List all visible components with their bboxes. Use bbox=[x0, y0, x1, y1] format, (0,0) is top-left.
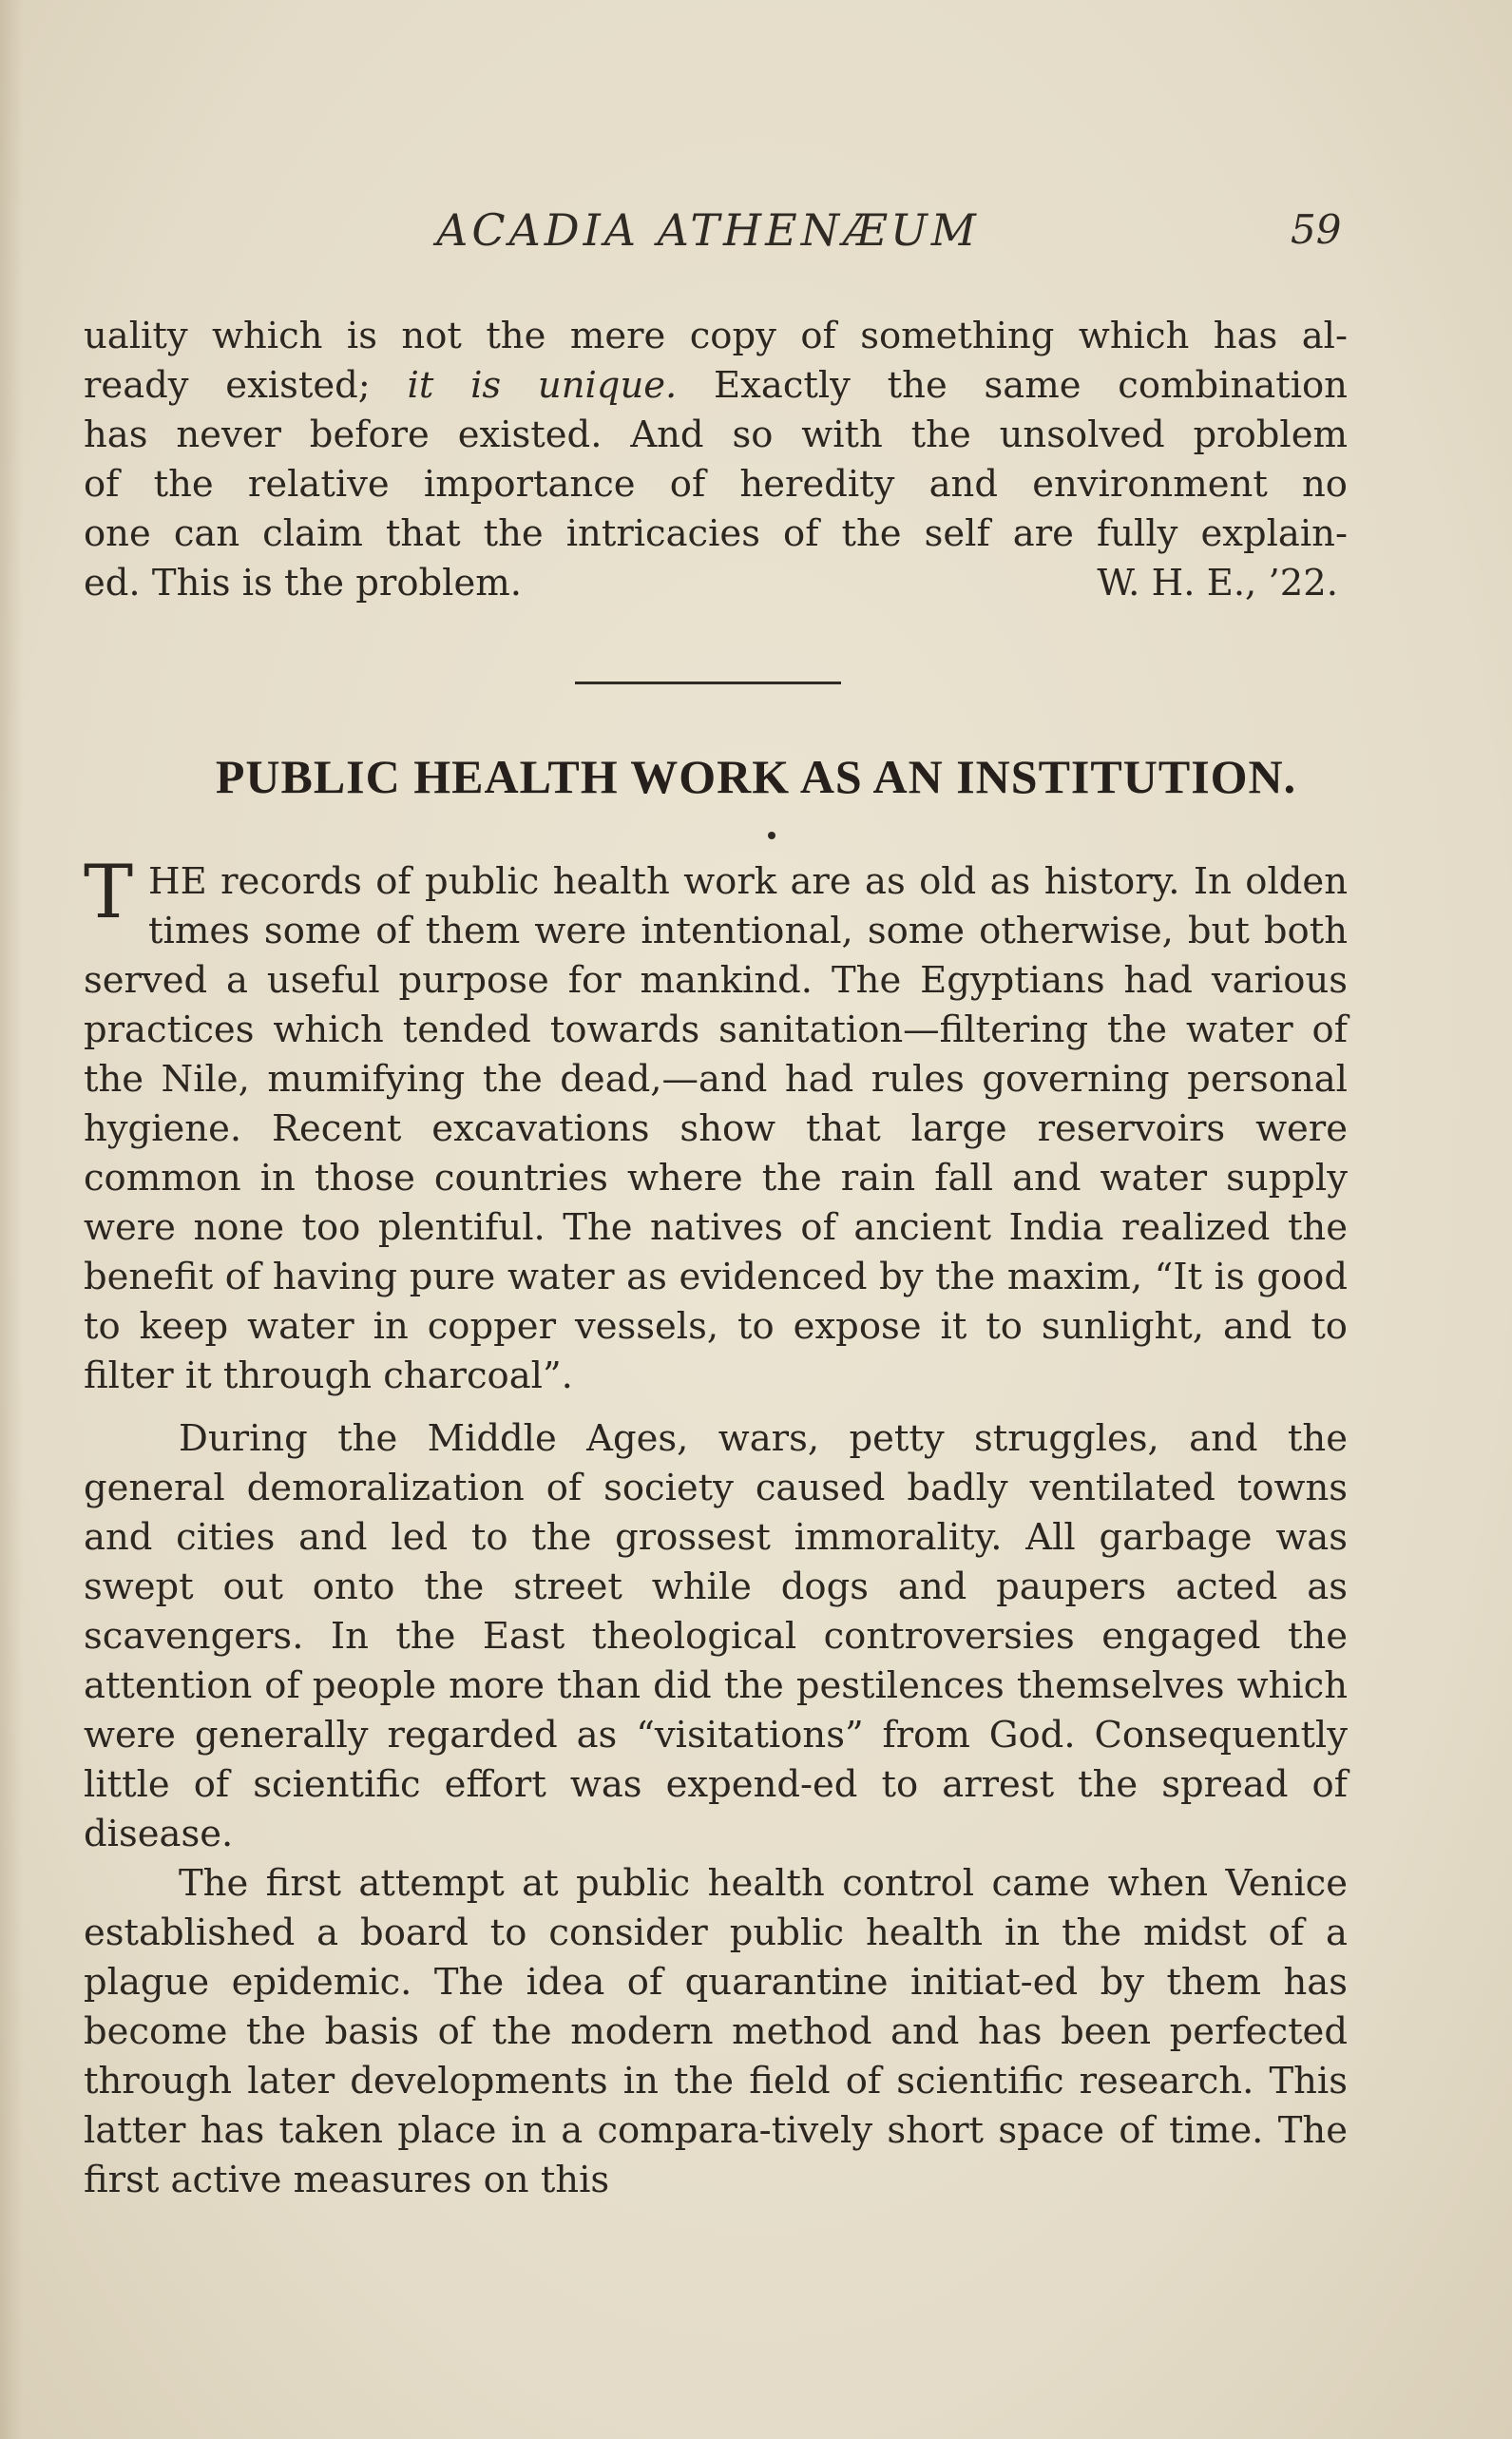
intro-emphasis: it is unique. bbox=[407, 364, 678, 407]
intro-line: one can claim that the intricacies of the self are fully explain- bbox=[84, 512, 1348, 555]
paragraph-3: The first attempt at public health control came when Venice established a board to consider public health in the midst of a plague epidemic. The idea of quarantine initiat-ed by them has become the basis of the modern method and has been perfected through later developments in the field of scientific research. This latter has taken place in a compara-tively short space of time. The first active measures on this bbox=[84, 1862, 1348, 2201]
intro-line-part: ready existed; bbox=[84, 364, 371, 407]
running-header bbox=[0, 202, 1512, 259]
article-body bbox=[84, 850, 1348, 2205]
intro-line-last bbox=[84, 559, 1348, 608]
first-word-rest: HE bbox=[148, 860, 207, 903]
running-title: ACADIA ATHENÆUM bbox=[436, 204, 980, 256]
drop-cap: T bbox=[84, 850, 134, 935]
section-divider bbox=[575, 682, 841, 684]
intro-line bbox=[84, 361, 1348, 411]
intro-line: has never before existed. And so with the unsolved problem bbox=[84, 413, 1348, 456]
intro-line-part: Exactly the same combination bbox=[714, 364, 1348, 407]
author-signature: W. H. E., ’22. bbox=[1097, 562, 1338, 605]
page-number: 59 bbox=[1291, 206, 1342, 253]
paragraph-2: During the Middle Ages, wars, petty struggles, and the general demoralization of society caused badly ventilated towns and cities and led to the grossest immorality. All garbage was swept out onto the street while dogs and paupers acted as scavengers. In the East theological controversies engaged the attention of people more than did the pestilences themselves which were generally regarded as “visitations” from God. Consequently little of scientific effort was expend-ed to arrest the spread of disease. bbox=[84, 1417, 1348, 1855]
paragraph-1-text: records of public health work are as old as history. In olden times some of them were intentional, some otherwise, but both served a useful purpose for mankind. The Egyptians had various practices which tended towards sanitation—filtering the water of the Nile, mumifying the dead,—and had rules governing personal hygiene. Recent excavations show that large reservoirs were common in those countries where the rain fall and water supply were none too plentiful. The natives of ancient India realized the benefit of having pure water as evidenced by the maxim, “It is good to keep water in copper vessels, to expose it to sunlight, and to filter it through charcoal”. bbox=[84, 860, 1348, 1397]
intro-line: uality which is not the mere copy of something which has al- bbox=[84, 315, 1348, 357]
paragraph-1 bbox=[84, 850, 1348, 1401]
bullet-mark bbox=[768, 832, 775, 839]
intro-paragraph bbox=[84, 312, 1348, 608]
intro-line-part: ed. This is the problem. bbox=[84, 562, 523, 605]
section-title: PUBLIC HEALTH WORK AS AN INSTITUTION. bbox=[215, 750, 1297, 803]
intro-line: of the relative importance of heredity and environment no bbox=[84, 463, 1348, 506]
